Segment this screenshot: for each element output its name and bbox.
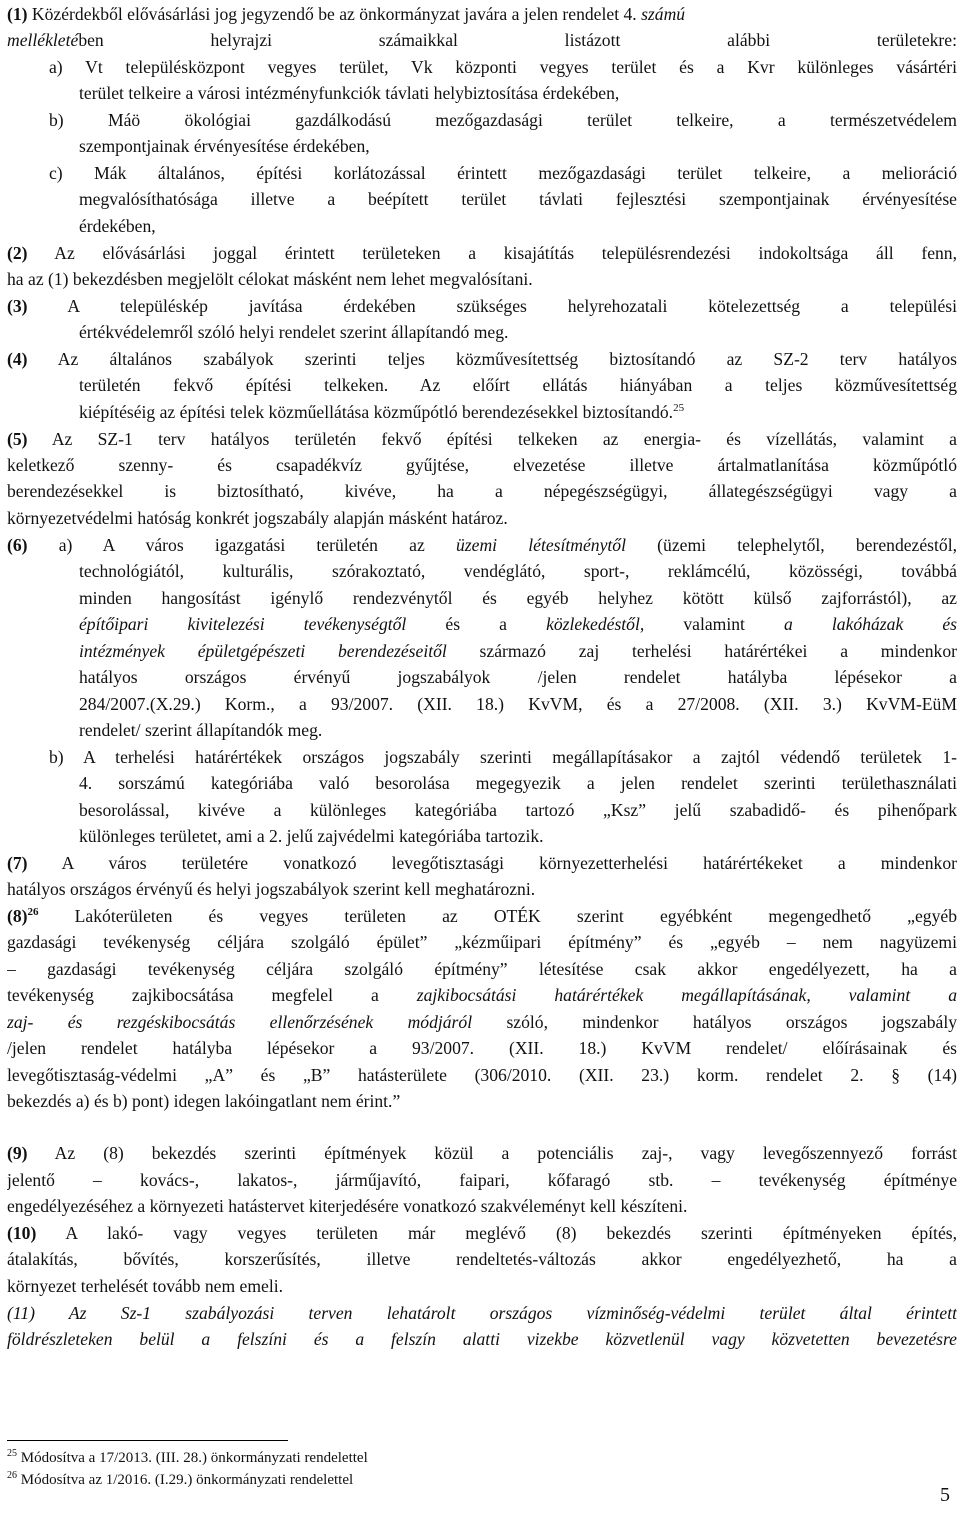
text-segment: értékvédelemről szóló helyi rendelet szerint állapítandó meg. [79, 322, 509, 342]
text-segment: (11) Az Sz-1 szabályozási terven lehatárolt országos vízminőség-védelmi terület által érintett [7, 1303, 957, 1323]
text-segment: Az elővásárlási joggal érintett területeken a kisajátítás településrendezési indokoltsága áll fenn, [27, 243, 957, 263]
text-line [7, 1193, 957, 1219]
text-line [79, 664, 957, 690]
text-line [49, 160, 957, 186]
text-line [7, 505, 957, 531]
text-segment: a) Vt településközpont vegyes terület, Vk központi vegyes terület és a Kvr különleges vásártéri [49, 57, 957, 77]
text-line [79, 638, 957, 664]
text-segment: A településkép javítása érdekében szükséges helyrehozatali kötelezettség a települési [27, 296, 957, 316]
footnote-reference: 25 [673, 402, 685, 415]
text-segment: technológiától, kulturális, szórakoztató, vendéglátó, sport-, reklámcélú, közösségi, továbbá [79, 561, 957, 581]
text-segment: 284/2007.(X.29.) Korm., a 93/2007. (XII. 18.) KvVM, és a 27/2008. (XII. 3.) KvVM-EüM [79, 694, 957, 714]
text-line [7, 1088, 957, 1114]
text-line [7, 1326, 957, 1352]
text-segment: földrészleteken belül a felszíni és a felszín alatti vizekbe közvetlenül vagy közvetetten bevezetésre [7, 1329, 957, 1349]
text-segment: tevékenység zajkibocsátása megfelel a [7, 985, 417, 1005]
text-segment: besorolással, kivéve a különleges kategóriába tartozó „Ksz” jelű szabadidő- és pihenőpark [79, 800, 957, 820]
text-segment: Lakóterületen és vegyes területen az OTÉK szerint egyébként megengedhető „egyéb [38, 906, 957, 926]
text-segment: /jelen rendelet hatályba lépésekor a 93/2007. (XII. 18.) KvVM rendelet/ előírásainak és [7, 1038, 957, 1058]
text-segment: (1) [7, 4, 28, 24]
text-segment: A város területére vonatkozó levegőtisztasági környezetterhelési határértékeket a mindenkor [27, 853, 957, 873]
text-segment: A lakó- vagy vegyes területen már meglévő (8) bekezdés szerinti építményeken építés, [36, 1223, 957, 1243]
text-line [79, 717, 957, 743]
text-segment: Az (8) bekezdés szerinti építmények közül a potenciális zaj-, vagy levegőszennyező forrást [27, 1143, 957, 1163]
text-line [79, 80, 957, 106]
footnote-25 [7, 1448, 368, 1468]
text-line [49, 54, 957, 80]
text-segment: c) Mák általános, építési korlátozással érintett mezőgazdasági terület telkeire, a melioráció [49, 163, 957, 183]
text-segment: bekezdés a) és b) pont) idegen lakóingatlant nem érint.” [7, 1091, 401, 1111]
text-line [7, 850, 957, 876]
footnote-number: 26 [7, 1470, 17, 1481]
text-segment: (üzemi telephelytől, berendezéstől, [625, 535, 957, 555]
text-segment: közlekedéstől, [546, 614, 645, 634]
text-line [7, 929, 957, 955]
text-line [7, 240, 957, 266]
text-line [7, 1035, 957, 1061]
text-segment: számú [641, 4, 686, 24]
text-line [7, 452, 957, 478]
text-segment: valamint [644, 614, 785, 634]
text-line [7, 27, 957, 53]
text-segment: 4. sorszámú kategóriába való besorolása megegyezik a jelen rendelet szerinti területhasználati [79, 773, 957, 793]
text-line [79, 372, 957, 398]
text-line [7, 982, 957, 1008]
text-line [7, 266, 957, 292]
text-segment: Az általános szabályok szerinti teljes közművesítettség biztosítandó az SZ-2 terv hatályos [27, 349, 957, 369]
text-segment: gazdasági tevékenység céljára szolgáló épület” „kézműipari építmény” és „egyéb – nem nagyüzemi [7, 932, 957, 952]
text-line [7, 903, 957, 929]
footnote-separator [7, 1440, 288, 1441]
text-line [79, 558, 957, 584]
text-segment: mellékleté [7, 30, 79, 50]
text-segment: hatályos országos érvényű és helyi jogszabályok szerint kell meghatározni. [7, 879, 536, 899]
text-line [7, 478, 957, 504]
text-segment: – gazdasági tevékenység céljára szolgáló építmény” létesítése csak akkor engedélyezett, ha a [7, 959, 957, 979]
text-segment: és a [406, 614, 547, 634]
text-segment: üzemi létesítménytől [456, 535, 626, 555]
text-segment: (7) [7, 853, 28, 873]
text-line [79, 797, 957, 823]
text-segment: intézmények épületgépészeti berendezéseitől [79, 641, 447, 661]
text-line [79, 186, 957, 212]
text-line [7, 1, 957, 27]
text-segment: környezetvédelmi hatóság konkrét jogszabály alapján másként határoz. [7, 508, 508, 528]
text-segment: érdekében, [79, 216, 156, 236]
text-line [49, 107, 957, 133]
text-segment: szempontjainak érvényesítése érdekében, [79, 136, 370, 156]
text-line [7, 1167, 957, 1193]
footnote-text: Módosítva az 1/2016. (I.29.) önkormányzati rendelettel [17, 1472, 354, 1488]
text-segment: (8) [7, 906, 28, 926]
text-line [7, 346, 957, 372]
text-segment: átalakítás, bővítés, korszerűsítés, illetve rendeltetés-változás akkor engedélyezhető, ha a [7, 1249, 957, 1269]
text-segment: hatályos országos érvényű jogszabályok /jelen rendelet hatályba lépésekor a [79, 667, 957, 687]
text-segment: (9) [7, 1143, 28, 1163]
text-segment: engedélyezéséhez a környezeti hatástervet kiterjedésére vonatkozó szakvéleményt kell készíteni. [7, 1196, 688, 1216]
footnote-reference: 26 [27, 906, 39, 919]
text-segment: (3) [7, 296, 28, 316]
text-line [7, 1273, 957, 1299]
text-line [7, 1220, 957, 1246]
text-segment: levegőtisztaság-védelmi „A” és „B” hatásterülete (306/2010. (XII. 23.) korm. rendelet 2. § (14) [7, 1065, 957, 1085]
text-line [79, 399, 957, 425]
text-segment: Közérdekből elővásárlási jog jegyzendő be az önkormányzat javára a jelen rendelet 4. [27, 4, 642, 24]
text-line [79, 691, 957, 717]
text-segment: (2) [7, 243, 28, 263]
text-segment: (5) [7, 429, 28, 449]
text-segment: területén fekvő építési telkeken. Az előírt ellátás hiányában a teljes közművesítettség [79, 375, 957, 395]
text-segment: építőipari kivitelezési tevékenységtől [79, 614, 407, 634]
text-segment: b) A terhelési határértékek országos jogszabály szerinti megállapításakor a zajtól védendő területek 1- [49, 747, 957, 767]
text-line [79, 823, 957, 849]
footnote-26 [7, 1470, 353, 1490]
text-line [7, 1140, 957, 1166]
text-segment: rendelet/ szerint állapítandók meg. [79, 720, 323, 740]
text-segment: (4) [7, 349, 28, 369]
text-line [79, 213, 957, 239]
text-segment: a) A város igazgatási területén az [27, 535, 456, 555]
text-segment: zaj- és rezgéskibocsátás ellenőrzésének módjáról [7, 1012, 473, 1032]
text-line [7, 1300, 957, 1326]
text-segment: keletkező szenny- és csapadékvíz gyűjtése, elvezetése illetve ártalmatlanítása közműpótló [7, 455, 957, 475]
text-segment: ben helyrajzi számaikkal listázott alábbi területekre: [78, 30, 957, 50]
text-line [49, 744, 957, 770]
text-segment: minden hangosítást igénylő rendezvénytől és egyéb helyhez kötött külső zajforrástól), az [79, 588, 957, 608]
text-line [79, 611, 957, 637]
text-segment: terület telkeire a városi intézményfunkciók távlati helybiztosítása érdekében, [79, 83, 620, 103]
text-segment: zajkibocsátási határértékek megállapításának, valamint a [416, 985, 957, 1005]
text-segment: származó zaj terhelési határértékei a mindenkor [446, 641, 957, 661]
text-segment: Az SZ-1 terv hatályos területén fekvő építési telkeken az energia- és vízellátás, valamint a [27, 429, 957, 449]
text-segment: a lakóházak és [784, 614, 957, 634]
text-segment: berendezésekkel is biztosítható, kivéve, ha a népegészségügyi, állategészségügyi vagy a [7, 481, 957, 501]
text-segment: szóló, mindenkor hatályos országos jogszabály [472, 1012, 957, 1032]
page-number: 5 [940, 1484, 950, 1506]
text-line [79, 319, 957, 345]
text-segment: kiépítéséig az építési telek közműellátása közműpótló berendezésekkel biztosítandó. [79, 402, 674, 422]
text-line [79, 133, 957, 159]
text-segment: (10) [7, 1223, 37, 1243]
text-line [7, 1062, 957, 1088]
text-line [7, 426, 957, 452]
text-segment: (6) [7, 535, 28, 555]
text-line [7, 876, 957, 902]
text-segment: megvalósíthatósága illetve a beépített terület távlati fejlesztési szempontjainak érvényesítése [79, 189, 957, 209]
text-segment: ha az (1) bekezdésben megjelölt célokat másként nem lehet megvalósítani. [7, 269, 533, 289]
text-line [79, 585, 957, 611]
text-line [7, 532, 957, 558]
footnote-text: Módosítva a 17/2013. (III. 28.) önkormányzati rendelettel [17, 1450, 368, 1466]
text-segment: b) Máö ökológiai gazdálkodású mezőgazdasági terület telkeire, a természetvédelem [49, 110, 957, 130]
text-segment: környezet terhelését tovább nem emeli. [7, 1276, 284, 1296]
text-line [7, 956, 957, 982]
text-segment: különleges területet, ami a 2. jelű zajvédelmi kategóriába tartozik. [79, 826, 544, 846]
footnote-number: 25 [7, 1448, 17, 1459]
text-line [7, 1246, 957, 1272]
text-line [7, 1009, 957, 1035]
text-segment: jelentő – kovács-, lakatos-, járműjavító, faipari, kőfaragó stb. – tevékenység építménye [7, 1170, 957, 1190]
text-line [7, 293, 957, 319]
text-line [79, 770, 957, 796]
